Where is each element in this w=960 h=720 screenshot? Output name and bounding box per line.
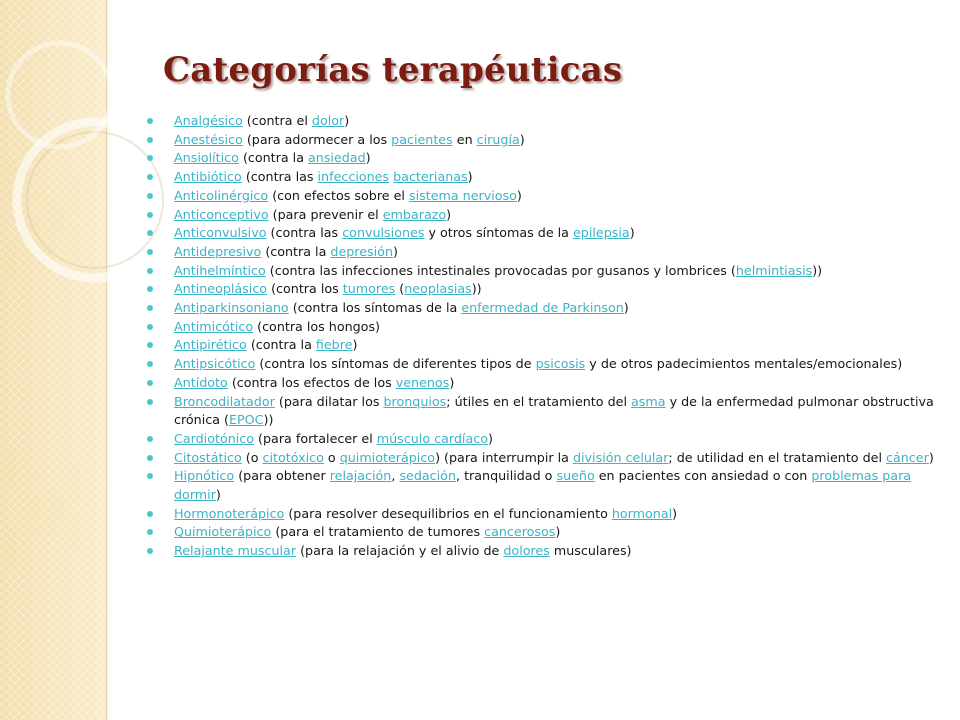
bullet-icon xyxy=(147,473,153,479)
item-text: (para adormecer a los xyxy=(242,131,392,147)
item-text: ) xyxy=(352,337,358,353)
term-link[interactable]: citotóxico xyxy=(262,449,324,465)
list-item xyxy=(146,131,936,150)
bullet-icon xyxy=(147,399,153,405)
item-text: ) xyxy=(446,206,452,222)
term-link[interactable]: neoplasias xyxy=(404,281,472,297)
list-item xyxy=(146,243,936,262)
bullet-icon xyxy=(147,529,153,535)
bullet-icon xyxy=(147,511,153,517)
list-item xyxy=(146,168,936,187)
term-link[interactable]: Anticonvulsivo xyxy=(174,225,267,241)
item-text: )) xyxy=(812,262,823,278)
item-text: (para la relajación y el alivio de xyxy=(296,543,504,559)
item-text: ) xyxy=(928,449,934,465)
item-text: (para dilatar los xyxy=(274,393,384,409)
term-link[interactable]: tumores xyxy=(342,281,396,297)
item-text: ) (para interrumpir la xyxy=(435,449,573,465)
item-text: )) xyxy=(263,412,274,428)
item-text: ; de utilidad en el tratamiento del xyxy=(668,449,887,465)
category-list xyxy=(146,112,936,561)
term-link[interactable]: músculo cardíaco xyxy=(376,430,488,446)
slide-title: Categorías terapéuticas xyxy=(163,50,623,90)
item-text: (para obtener xyxy=(234,468,330,484)
term-link[interactable]: problemas para dormir xyxy=(174,468,912,503)
bullet-icon xyxy=(147,305,153,311)
list-item xyxy=(146,299,936,318)
deco-circle-shadow xyxy=(27,132,163,268)
item-text: y de la enfermedad pulmonar obstructiva crónica ( xyxy=(174,393,934,428)
term-link[interactable]: Cardiotónico xyxy=(174,430,255,446)
bullet-icon xyxy=(147,137,153,143)
bullet-icon xyxy=(147,455,153,461)
term-link[interactable]: quimioterápico xyxy=(339,449,436,465)
bullet-icon xyxy=(147,193,153,199)
term-link[interactable]: cirugía xyxy=(476,131,520,147)
term-link[interactable]: Anticolinérgico xyxy=(174,187,269,203)
term-link[interactable]: Anestésico xyxy=(174,131,243,147)
bullet-icon xyxy=(147,230,153,236)
term-link[interactable]: Citostático xyxy=(174,449,242,465)
list-item xyxy=(146,467,936,504)
item-text: ) xyxy=(516,187,522,203)
term-link[interactable]: Antipirético xyxy=(174,337,247,353)
list-item xyxy=(146,149,936,168)
bullet-icon xyxy=(147,342,153,348)
item-text: ) xyxy=(467,169,473,185)
term-link[interactable]: sedación xyxy=(399,468,456,484)
term-link[interactable]: convulsiones xyxy=(342,225,425,241)
item-text: (contra los síntomas de la xyxy=(288,300,462,316)
list-item xyxy=(146,430,936,449)
term-link[interactable]: Antihelmíntico xyxy=(174,262,266,278)
term-link[interactable]: relajación xyxy=(329,468,392,484)
term-link[interactable]: psicosis xyxy=(535,356,586,372)
item-text: ) xyxy=(629,225,635,241)
term-link[interactable]: Hipnótico xyxy=(174,468,235,484)
term-link[interactable]: pacientes xyxy=(391,131,453,147)
list-item xyxy=(146,523,936,542)
list-item xyxy=(146,112,936,131)
item-text: (contra el xyxy=(242,113,312,128)
term-link[interactable]: hormonal xyxy=(611,505,673,521)
term-link[interactable]: cáncer xyxy=(886,449,929,465)
list-item xyxy=(146,318,936,337)
list-item xyxy=(146,206,936,225)
item-text: (contra los xyxy=(267,281,343,297)
item-text: (contra las xyxy=(241,169,318,185)
item-text: en xyxy=(452,131,477,147)
term-link[interactable]: Antiparkinsoniano xyxy=(174,300,289,316)
item-text: musculares) xyxy=(549,543,632,559)
term-link[interactable]: venenos xyxy=(395,374,450,390)
item-text: ) xyxy=(672,505,678,521)
term-link[interactable]: cancerosos xyxy=(484,524,556,540)
term-link[interactable]: dolores xyxy=(503,543,550,559)
item-text: ) xyxy=(344,113,350,128)
item-text: o xyxy=(323,449,340,465)
bullet-icon xyxy=(147,268,153,274)
list-item xyxy=(146,355,936,374)
term-link[interactable]: Ansiolítico xyxy=(174,150,239,166)
term-link[interactable]: helmintiasis xyxy=(735,262,813,278)
bullet-icon xyxy=(147,361,153,367)
term-link[interactable]: embarazo xyxy=(382,206,447,222)
item-text: ) xyxy=(623,300,629,316)
term-link[interactable]: epilepsia xyxy=(573,225,630,241)
term-link[interactable]: Anticonceptivo xyxy=(174,206,269,222)
item-text: (para prevenir el xyxy=(268,206,383,222)
item-text: , tranquilidad o xyxy=(456,468,557,484)
term-link[interactable]: Antipsicótico xyxy=(174,356,256,372)
term-link[interactable]: ansiedad xyxy=(308,150,366,166)
bullet-icon xyxy=(147,155,153,161)
term-link[interactable]: Antídoto xyxy=(174,374,228,390)
item-text: (para resolver desequilibrios en el funcionamiento xyxy=(284,505,612,521)
list-item xyxy=(146,336,936,355)
bullet-icon xyxy=(147,380,153,386)
term-link[interactable]: fiebre xyxy=(315,337,353,353)
term-link[interactable]: Antibiótico xyxy=(174,169,242,185)
item-text: (para el tratamiento de tumores xyxy=(271,524,485,540)
bullet-icon xyxy=(147,324,153,330)
item-text: (contra las infecciones intestinales provocadas por gusanos y lombrices ( xyxy=(265,262,736,278)
item-text: (contra la xyxy=(261,243,331,259)
item-text: (con efectos sobre el xyxy=(268,187,409,203)
item-text: ) xyxy=(393,243,398,259)
item-text: ) xyxy=(519,131,525,147)
term-link[interactable]: depresión xyxy=(330,243,393,259)
term-link[interactable]: Hormonoterápico xyxy=(174,505,285,521)
list-item xyxy=(146,542,936,561)
term-link[interactable]: división celular xyxy=(572,449,669,465)
item-text: (contra las xyxy=(266,225,343,241)
list-item xyxy=(146,374,936,393)
list-item xyxy=(146,280,936,299)
term-link[interactable]: asma xyxy=(631,393,666,409)
term-link[interactable]: enfermedad de Parkinson xyxy=(461,300,624,316)
item-text: )) xyxy=(471,281,482,297)
item-text: ) xyxy=(449,374,455,390)
term-link[interactable]: sueño xyxy=(556,468,595,484)
item-text: ) xyxy=(215,487,221,503)
item-text: (contra los hongos) xyxy=(253,318,381,334)
term-link[interactable]: bronquios xyxy=(383,393,447,409)
bullet-icon xyxy=(147,548,153,554)
term-link[interactable]: infecciones xyxy=(317,169,390,185)
term-link[interactable]: Analgésico xyxy=(174,113,243,128)
term-link[interactable]: Antimicótico xyxy=(174,318,254,334)
list-item xyxy=(146,393,936,430)
item-text: (contra la xyxy=(238,150,308,166)
list-item xyxy=(146,224,936,243)
term-link[interactable]: Relajante muscular xyxy=(174,543,297,559)
term-link[interactable]: EPOC xyxy=(228,412,264,428)
bullet-icon xyxy=(147,174,153,180)
item-text: , xyxy=(391,468,400,484)
term-link[interactable]: Broncodilatador xyxy=(174,393,275,409)
item-text: y otros síntomas de la xyxy=(424,225,573,241)
item-text: ) xyxy=(487,430,493,446)
list-item xyxy=(146,187,936,206)
item-text: y de otros padecimientos mentales/emocionales) xyxy=(585,356,903,372)
term-link[interactable]: Antidepresivo xyxy=(174,243,262,259)
bullet-icon xyxy=(147,212,153,218)
item-text: ) xyxy=(365,150,371,166)
item-text: (contra los síntomas de diferentes tipos de xyxy=(255,356,536,372)
term-link[interactable]: Antineoplásico xyxy=(174,281,268,297)
item-text: (o xyxy=(241,449,263,465)
bullet-icon xyxy=(147,286,153,292)
term-link[interactable]: dolor xyxy=(311,113,345,128)
bullet-icon xyxy=(147,249,153,255)
term-link[interactable]: bacterianas xyxy=(393,169,468,185)
item-text: (contra los efectos de los xyxy=(227,374,396,390)
item-text: (contra la xyxy=(246,337,316,353)
bullet-icon xyxy=(147,436,153,442)
item-text: ( xyxy=(395,281,405,297)
item-text: (para fortalecer el xyxy=(254,430,377,446)
item-text: ; útiles en el tratamiento del xyxy=(446,393,631,409)
list-item xyxy=(146,262,936,281)
item-text: ) xyxy=(555,524,561,540)
list-item xyxy=(146,449,936,468)
term-link[interactable]: sistema nervioso xyxy=(408,187,517,203)
list-item xyxy=(146,505,936,524)
bullet-icon xyxy=(147,118,153,124)
item-text: en pacientes con ansiedad o con xyxy=(594,468,812,484)
term-link[interactable]: Quimioterápico xyxy=(174,524,272,540)
